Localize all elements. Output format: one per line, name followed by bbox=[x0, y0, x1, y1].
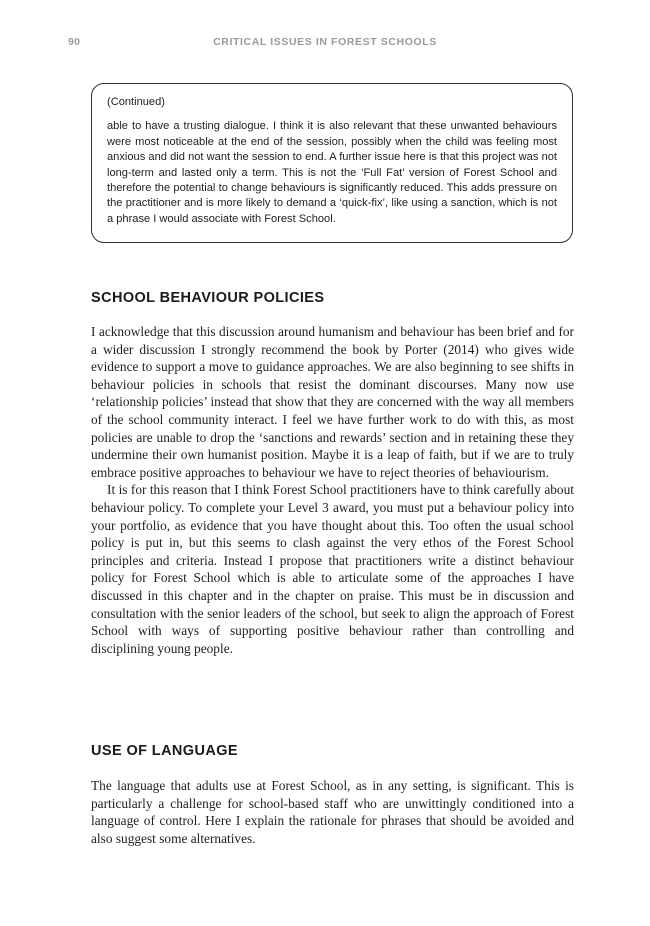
box-paragraph: able to have a trusting dialogue. I think it is also relevant that these unwanted behaviours were most noticeable at the end of the session, possibly when the child was feeling most anxious and did not want the session to end. A further issue here is that this project was not long-term and lasted only a term. This is not the ‘Full Fat’ version of Forest School and therefore the potential to change behaviours is significantly reduced. This adds pressure on the practitioner and is more likely to demand a ‘quick-fix’, like using a sanction, which is not a phrase I would associate with Forest School. bbox=[107, 120, 557, 225]
body-paragraph: It is for this reason that I think Forest School practitioners have to think carefully about behaviour policy. To complete your Level 3 award, you must put a behaviour policy into your portfolio, as evidence that you have thought about this. Too often the usual school policy is put in, but this seems to clash against the very ethos of the Forest School principles and criteria. Instead I propose that practitioners write a distinct behaviour policy for Forest School which is able to articulate some of the approaches I have discussed in this chapter and in the chapter on praise. This must be in discussion and consultation with the senior leaders of the school, but seek to align the approach of Forest School with ways of supporting positive behaviour rather than controlling and disciplining young people. bbox=[91, 482, 574, 656]
running-head: CRITICAL ISSUES IN FOREST SCHOOLS bbox=[213, 36, 437, 48]
body-paragraph: I acknowledge that this discussion around humanism and behaviour has been brief and for a wider discussion I strongly recommend the book by Porter (2014) who gives wide evidence to support a move to guidance approaches. We are also beginning to see shifts in behaviour policies in schools that resist the dominant discourses. Many now use ‘relationship policies’ instead that show that they are concerned with the way all members of the school community interact. I feel we have further work to do with this, as most policies are unable to drop the ‘sanctions and rewards’ section and in retaining these they undermine their own humanist position. Maybe it is a leap of faith, but if we are to truly embrace positive approaches to behaviour we have to reject theories of behaviourism. bbox=[91, 324, 574, 480]
continued-label: (Continued) bbox=[107, 96, 165, 108]
continued-case-study-box bbox=[91, 83, 573, 243]
section-heading-use-of-language: USE OF LANGUAGE bbox=[91, 743, 238, 759]
section-heading-school-behaviour-policies: SCHOOL BEHAVIOUR POLICIES bbox=[91, 290, 325, 306]
page-number: 90 bbox=[68, 36, 81, 48]
section-body-use-of-language bbox=[91, 777, 574, 847]
body-paragraph: The language that adults use at Forest School, as in any setting, is significant. This is particularly a challenge for school-based staff who are unwittingly conditioned into a language of control. Here I explain the rationale for phrases that should be avoided and also suggest some alternatives. bbox=[91, 778, 574, 846]
section-body-school-behaviour-policies bbox=[91, 323, 574, 657]
